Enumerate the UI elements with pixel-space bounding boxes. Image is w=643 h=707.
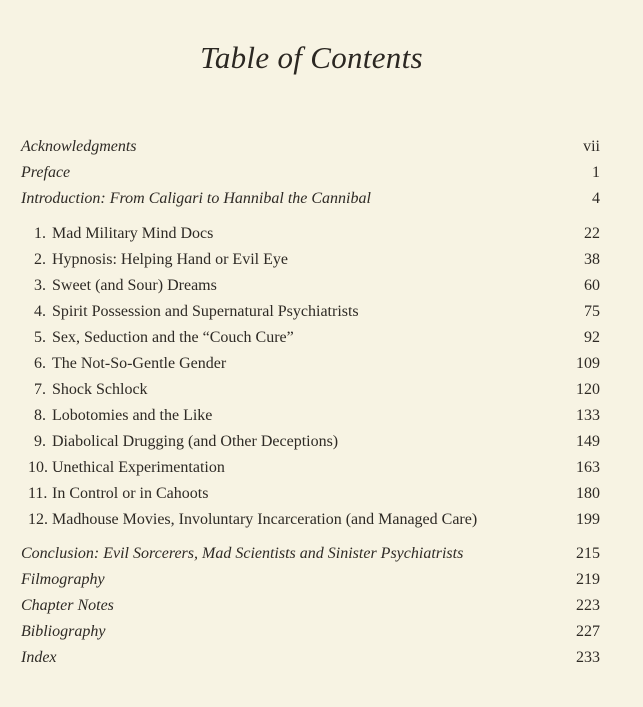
toc-entry-label: Mad Military Mind Docs [52,225,214,242]
toc-entry-label: Diabolical Drugging (and Other Deceptions) [52,433,339,450]
chapter-number: 4. [34,303,46,320]
toc-entry-label: Conclusion: Evil Sorcerers, Mad Scientists and Sinister Psychiatrists [21,545,464,562]
toc-entry-page: 22 [584,225,600,242]
toc-entry-introduction[interactable] [0,187,643,211]
toc-entry-filmography[interactable] [0,568,643,592]
toc-entry-chapter-9[interactable] [0,430,643,454]
toc-entry-page: 60 [584,277,600,294]
toc-entry-page: 38 [584,251,600,268]
toc-entry-chapter-8[interactable] [0,404,643,428]
toc-entry-chapter-10[interactable] [0,456,643,480]
page-title: Table of Contents [200,40,423,75]
toc-entry-chapter-1[interactable] [0,222,643,246]
toc-entry-conclusion[interactable] [0,542,643,566]
toc-entry-page: 1 [592,164,600,181]
toc-entry-page: 163 [576,459,600,476]
chapter-number: 2. [34,251,46,268]
toc-entry-chapter-4[interactable] [0,300,643,324]
toc-entry-label: Shock Schlock [52,381,148,398]
toc-entry-page: 120 [576,381,600,398]
toc-entry-preface[interactable] [0,161,643,185]
toc-entry-chapter-6[interactable] [0,352,643,376]
toc-entry-label: Bibliography [21,623,106,640]
toc-entry-chapter-7[interactable] [0,378,643,402]
chapter-number: 10. [28,459,48,476]
toc-entry-label: Index [21,649,57,666]
toc-entry-bibliography[interactable] [0,620,643,644]
toc-entry-chapter-5[interactable] [0,326,643,350]
toc-entry-page: 149 [576,433,600,450]
toc-entry-chapter-2[interactable] [0,248,643,272]
toc-entry-page: 199 [576,511,600,528]
toc-entry-index[interactable] [0,646,643,670]
chapter-number: 6. [34,355,46,372]
toc-entry-acknowledgments[interactable] [0,135,643,159]
toc-entry-label: Hypnosis: Helping Hand or Evil Eye [52,251,288,268]
toc-entry-page: 215 [576,545,600,562]
toc-entry-page: 4 [592,190,600,207]
chapter-number: 1. [34,225,46,242]
chapter-number: 7. [34,381,46,398]
toc-entry-page: 180 [576,485,600,502]
toc-entry-page: 92 [584,329,600,346]
toc-entry-chapter-11[interactable] [0,482,643,506]
toc-entry-chapter-12[interactable] [0,508,643,532]
toc-entry-label: The Not-So-Gentle Gender [52,355,227,372]
chapter-number: 9. [34,433,46,450]
toc-entry-page: 233 [576,649,600,666]
toc-entry-label: Sweet (and Sour) Dreams [52,277,217,294]
chapter-number: 8. [34,407,46,424]
toc-entry-label: Madhouse Movies, Involuntary Incarceration (and Managed Care) [52,511,478,528]
toc-entry-label: Lobotomies and the Like [52,407,213,424]
chapter-number: 12. [28,511,48,528]
toc-entry-chapter-notes[interactable] [0,594,643,618]
toc-entry-page: 75 [584,303,600,320]
toc-entry-page: 133 [576,407,600,424]
toc-entry-page: 219 [576,571,600,588]
toc-entry-label: Sex, Seduction and the “Couch Cure” [52,329,294,346]
toc-entry-label: In Control or in Cahoots [52,485,209,502]
toc-entry-label: Preface [21,164,71,181]
toc-entry-page: 223 [576,597,600,614]
toc-entry-label: Unethical Experimentation [52,459,225,476]
toc-entry-label: Chapter Notes [21,597,114,614]
toc-entry-label: Introduction: From Caligari to Hannibal the Cannibal [21,190,371,207]
toc-entry-label: Acknowledgments [21,138,137,155]
toc-entry-page: vii [583,138,600,155]
chapter-number: 11. [28,485,48,502]
toc-entry-page: 227 [576,623,600,640]
toc-entry-page: 109 [576,355,600,372]
chapter-number: 5. [34,329,46,346]
chapter-number: 3. [34,277,46,294]
toc-entry-chapter-3[interactable] [0,274,643,298]
toc-entry-label: Filmography [21,571,105,588]
toc-entry-label: Spirit Possession and Supernatural Psychiatrists [52,303,359,320]
